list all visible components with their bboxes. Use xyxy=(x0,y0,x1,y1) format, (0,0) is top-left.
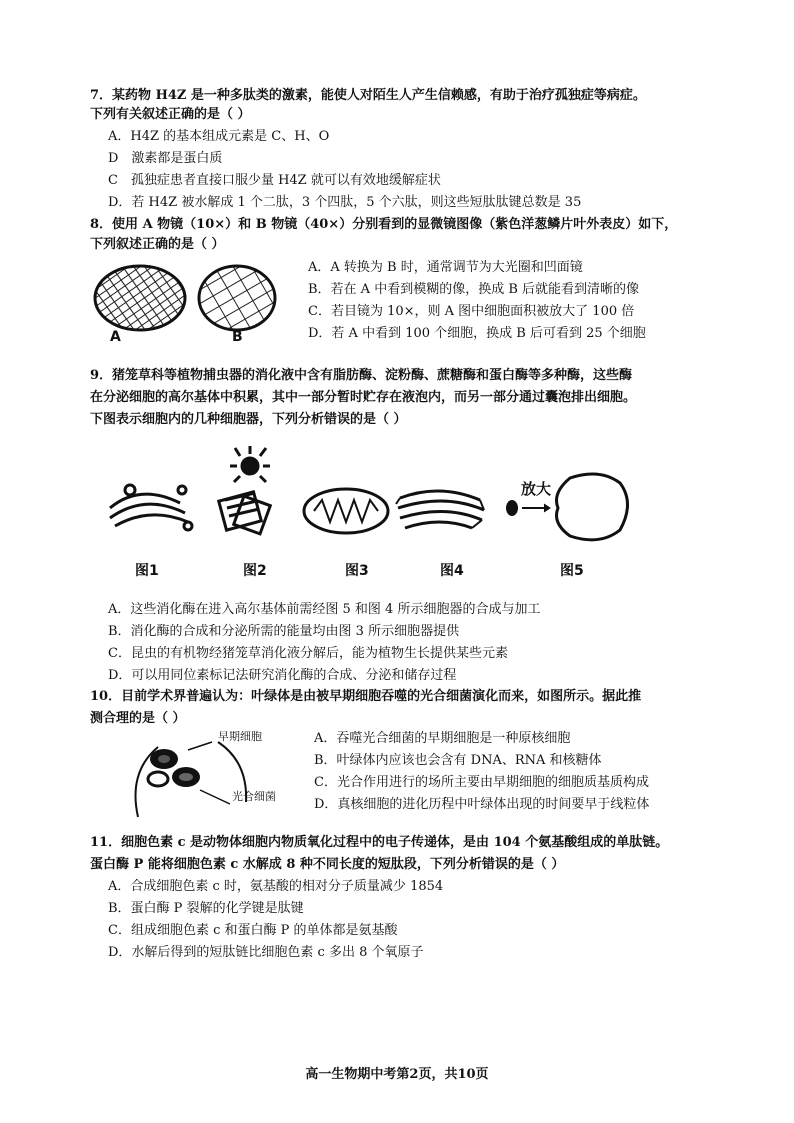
photosynthetic-bacteria-label: 光合细菌 xyxy=(232,790,276,803)
er-drawing xyxy=(396,491,484,528)
fig1-label: 图1 xyxy=(135,563,159,579)
fig2-label: 图2 xyxy=(243,563,267,579)
q11-stem-line2: 蛋白酶 P 能将细胞色素 c 水解成 8 种不同长度的短肽段，下列分析错误的是（ ） xyxy=(90,857,565,872)
mitochondrion-drawing xyxy=(304,489,388,533)
fig5-label: 图5 xyxy=(560,563,584,579)
q8-option-a: A．A 转换为 B 时，通常调节为大光圈和凹面镜 xyxy=(308,260,583,275)
q7-option-a: A．H4Z 的基本组成元素是 C、H、O xyxy=(108,129,330,144)
microscope-images-figure xyxy=(92,262,292,346)
q10-option-a: A．吞噬光合细菌的早期细胞是一种原核细胞 xyxy=(314,731,571,746)
q11-option-c: C．组成细胞色素 c 和蛋白酶 P 的单体都是氨基酸 xyxy=(108,923,398,938)
q11-option-d: D．水解后得到的短肽链比细胞色素 c 多出 8 个氧原子 xyxy=(108,945,424,960)
centrosome-drawing xyxy=(219,446,271,534)
view-a-ellipse xyxy=(95,266,185,330)
q11-stem-line1: 11．细胞色素 c 是动物体细胞内物质氧化过程中的电子传递体，是由 104 个氨基酸组成的单肽链。 xyxy=(90,835,669,850)
q7-option-c: C 孤独症患者直接口服少量 H4Z 就可以有效地缓解症状 xyxy=(108,173,441,188)
q8-stem-line1: 8．使用 A 物镜（10×）和 B 物镜（40×）分别看到的显微镜图像（紫色洋葱鳞片叶外表皮）如下， xyxy=(90,217,678,232)
q8-stem-line2: 下列叙述正确的是（ ） xyxy=(90,237,225,252)
q7-option-b: D 激素都是蛋白质 xyxy=(108,151,223,166)
q9-stem-line2: 在分泌细胞的高尔基体中积累，其中一部分暂时贮存在液泡内，而另一部分通过囊泡排出细胞。 xyxy=(90,390,637,405)
fig3-label: 图3 xyxy=(345,563,369,579)
view-b-ellipse xyxy=(199,266,275,330)
q9-stem-line3: 下图表示细胞内的几种细胞器，下列分析错误的是（ ） xyxy=(90,412,407,427)
enlarge-label: 放大 xyxy=(521,480,552,498)
q10-option-c: C．光合作用进行的场所主要由早期细胞的细胞质基质构成 xyxy=(314,775,649,790)
fig4-label: 图4 xyxy=(440,563,464,579)
q8-option-c: C．若目镜为 10×，则 A 图中细胞面积被放大了 100 倍 xyxy=(308,304,635,319)
q8-option-b: B．若在 A 中看到模糊的像，换成 B 后就能看到清晰的像 xyxy=(308,282,640,297)
q7-stem-line2: 下列有关叙述正确的是（ ） xyxy=(90,107,251,122)
q9-option-c: C．昆虫的有机物经猪笼草消化液分解后，能为植物生长提供某些元素 xyxy=(108,646,508,661)
q9-option-a: A．这些消化酶在进入高尔基体前需经图 5 和图 4 所示细胞器的合成与加工 xyxy=(108,602,541,617)
q10-option-b: B．叶绿体内应该也会含有 DNA、RNA 和核糖体 xyxy=(314,753,602,768)
organelles-figure xyxy=(100,438,640,548)
q10-stem-line1: 10．目前学术界普遍认为：叶绿体是由被早期细胞吞噬的光合细菌演化而来，如图所示。据此推 xyxy=(90,689,642,704)
endosymbiosis-figure xyxy=(118,732,308,822)
view-b-label: B xyxy=(232,329,243,345)
q9-stem-line1: 9．猪笼草科等植物捕虫器的消化液中含有脂肪酶、淀粉酶、蔗糖酶和蛋白酶等多种酶，这些酶 xyxy=(90,368,633,383)
page-footer: 高一生物期中考第2页，共10页 xyxy=(305,1067,489,1082)
q11-option-a: A．合成细胞色素 c 时，氨基酸的相对分子质量减少 1854 xyxy=(108,879,444,894)
early-cell-label: 早期细胞 xyxy=(218,730,262,743)
golgi-drawing xyxy=(110,485,192,530)
q9-option-b: B．消化酶的合成和分泌所需的能量均由图 3 所示细胞器提供 xyxy=(108,624,460,639)
q7-option-d: D．若 H4Z 被水解成 1 个二肽，3 个四肽，5 个六肽，则这些短肽肽键总数是 35 xyxy=(108,195,582,210)
q9-option-d: D．可以用同位素标记法研究消化酶的合成、分泌和储存过程 xyxy=(108,668,457,683)
view-a-label: A xyxy=(110,329,121,345)
q7-stem-line1: 7．某药物 H4Z 是一种多肽类的激素，能使人对陌生人产生信赖感，有助于治疗孤独症等病症。 xyxy=(90,88,646,103)
q10-option-d: D．真核细胞的进化历程中叶绿体出现的时间要早于线粒体 xyxy=(314,797,650,812)
q11-option-b: B．蛋白酶 P 裂解的化学键是肽键 xyxy=(108,901,304,916)
q8-option-d: D．若 A 中看到 100 个细胞，换成 B 后可看到 25 个细胞 xyxy=(308,326,646,341)
q10-stem-line2: 测合理的是（ ） xyxy=(90,711,186,726)
